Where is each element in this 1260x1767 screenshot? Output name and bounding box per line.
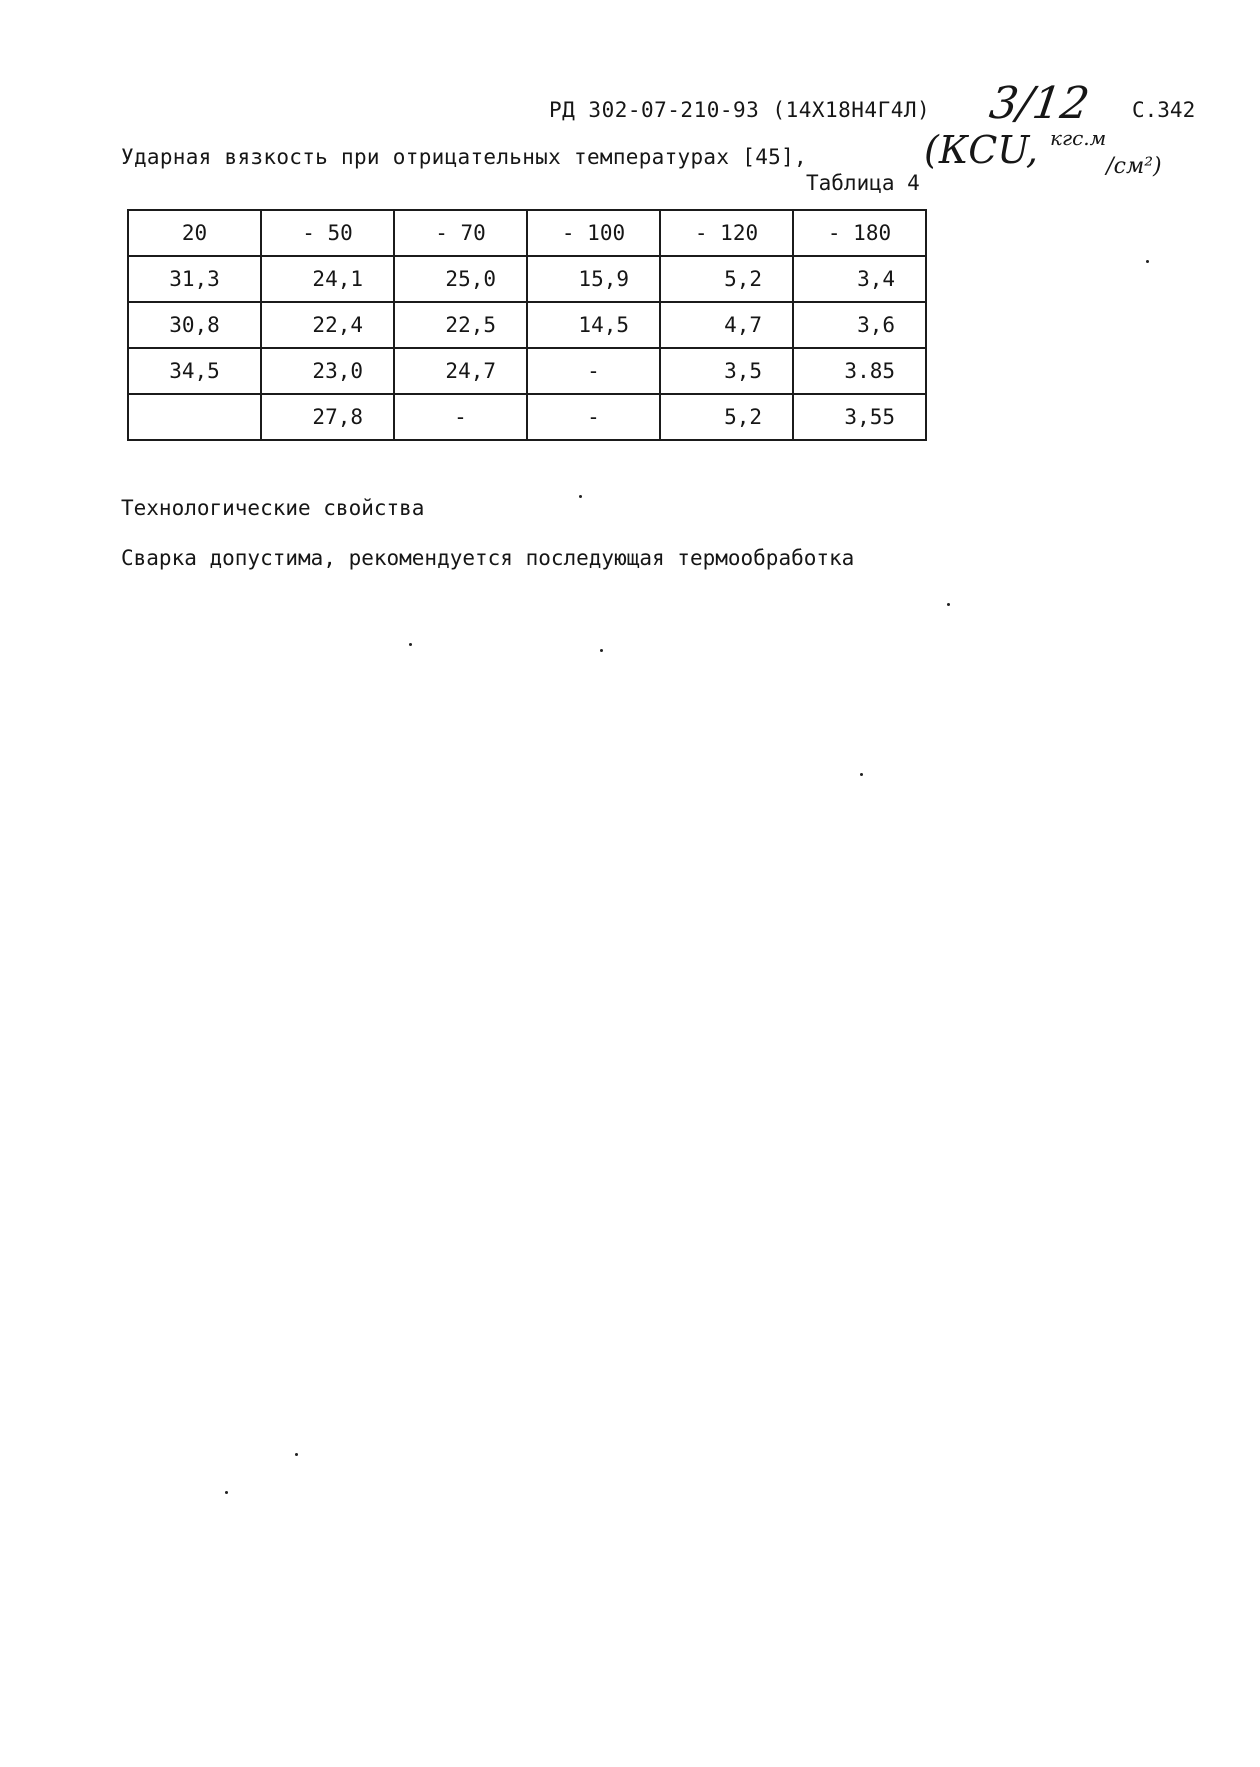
scan-speck <box>860 773 863 776</box>
table-caption: Таблица 4 <box>806 171 920 195</box>
scan-speck <box>947 603 950 606</box>
table-row <box>128 256 926 302</box>
handwritten-mark: 3/12 <box>986 78 1093 129</box>
table-row <box>128 302 926 348</box>
table-cell: 22,5 <box>394 302 527 348</box>
table-cell: 3,4 <box>793 256 926 302</box>
table-cell: - <box>527 394 660 440</box>
header-cell: - 180 <box>793 210 926 256</box>
scan-speck <box>295 1453 298 1456</box>
table-row <box>128 394 926 440</box>
table-cell: 3,6 <box>793 302 926 348</box>
table-header-row <box>128 210 926 256</box>
scan-speck <box>409 643 412 646</box>
handwritten-unit-numerator: кгс.м <box>1050 126 1107 150</box>
scan-speck <box>225 1491 228 1494</box>
table-cell: 24,7 <box>394 348 527 394</box>
section-heading: Технологические свойства <box>121 496 425 520</box>
document-code: РД 302-07-210-93 (14Х18Н4Г4Л) <box>549 98 931 122</box>
table-cell: 34,5 <box>128 348 261 394</box>
impact-strength-table <box>127 209 927 441</box>
handwritten-unit-denominator: /см²) <box>1106 154 1162 179</box>
table-cell: 14,5 <box>527 302 660 348</box>
header-cell: - 120 <box>660 210 793 256</box>
table-cell <box>128 394 261 440</box>
scan-speck <box>1146 260 1149 263</box>
handwritten-unit-note <box>924 126 1162 179</box>
handwritten-kcu: (КСU, <box>924 128 1038 172</box>
table-cell: 3.85 <box>793 348 926 394</box>
section-text: Сварка допустима, рекомендуется последующая термообработка <box>121 546 855 570</box>
header-cell: - 70 <box>394 210 527 256</box>
table-cell: 31,3 <box>128 256 261 302</box>
table-cell: 30,8 <box>128 302 261 348</box>
table-cell: 23,0 <box>261 348 394 394</box>
table-cell: 25,0 <box>394 256 527 302</box>
table-cell: 5,2 <box>660 394 793 440</box>
scan-speck <box>579 495 582 498</box>
table-cell: 5,2 <box>660 256 793 302</box>
table-cell: - <box>394 394 527 440</box>
table-cell: 27,8 <box>261 394 394 440</box>
header-cell: 20 <box>128 210 261 256</box>
table-cell: 4,7 <box>660 302 793 348</box>
table-cell: 22,4 <box>261 302 394 348</box>
table-cell: 3,55 <box>793 394 926 440</box>
table-row <box>128 348 926 394</box>
page-number: С.342 <box>1132 98 1196 122</box>
header-cell: - 100 <box>527 210 660 256</box>
scan-speck <box>600 649 603 652</box>
table-cell: 15,9 <box>527 256 660 302</box>
table-title: Ударная вязкость при отрицательных температурах [45], <box>121 145 807 169</box>
table-cell: - <box>527 348 660 394</box>
header-cell: - 50 <box>261 210 394 256</box>
table-cell: 24,1 <box>261 256 394 302</box>
table-cell: 3,5 <box>660 348 793 394</box>
